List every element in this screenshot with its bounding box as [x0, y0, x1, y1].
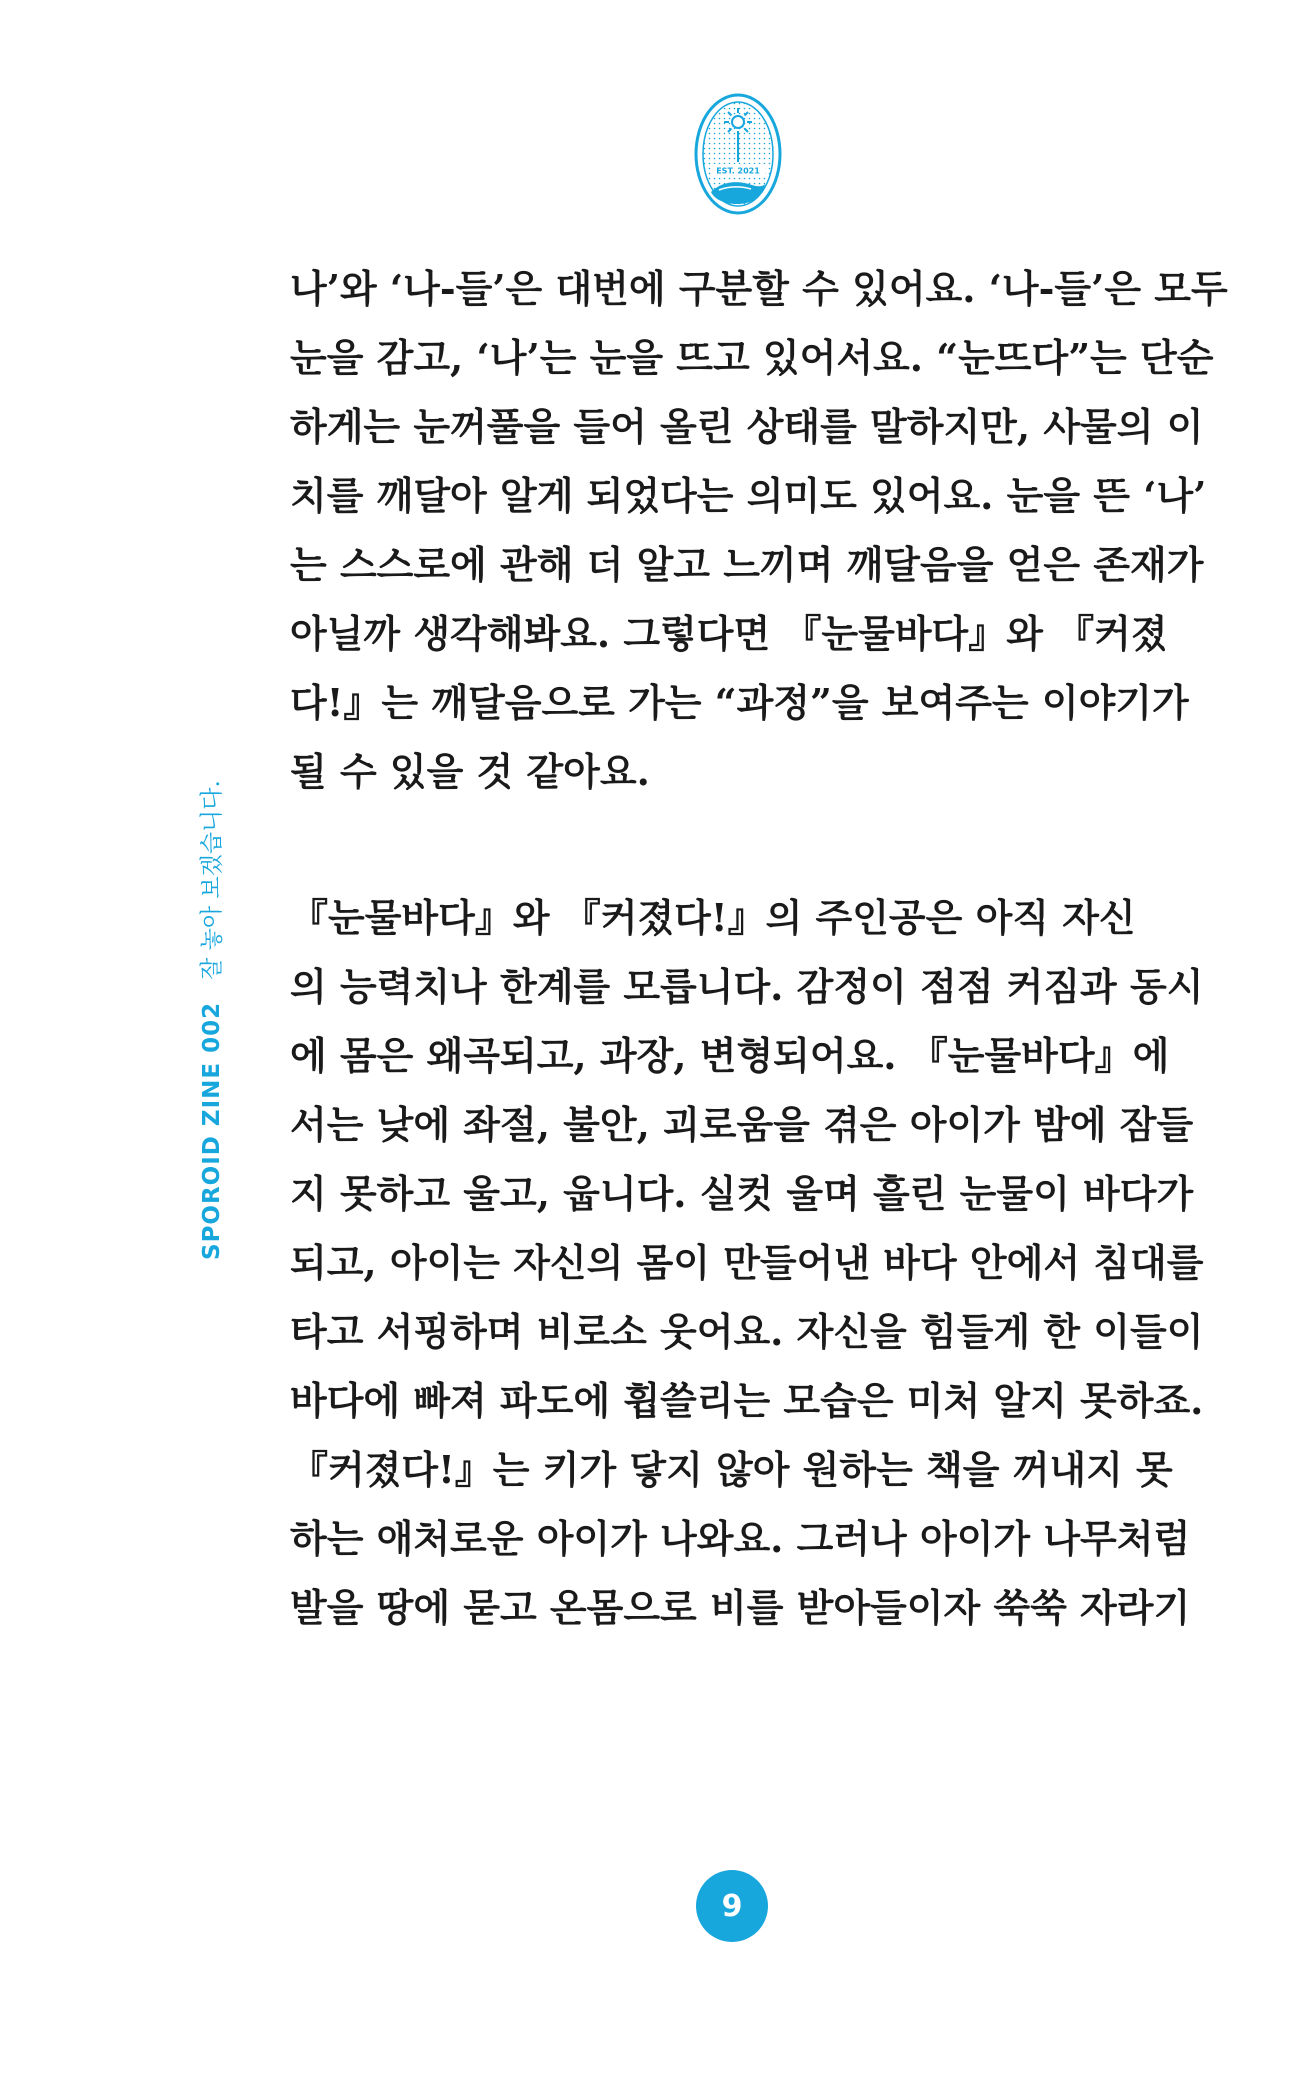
zine-title: SPOROID ZINE 002: [199, 1001, 225, 1260]
text-line: 되고, 아이는 자신의 몸이 만들어낸 바다 안에서 침대를: [290, 1240, 1204, 1285]
text-line: 『눈물바다』와 『커졌다!』의 주인공은 아직 자신: [290, 895, 1136, 940]
text-line: 눈을 감고, ‘나’는 눈을 뜨고 있어서요. “눈뜨다”는 단순: [290, 335, 1214, 380]
text-line: 하게는 눈꺼풀을 들어 올린 상태를 말하지만, 사물의 이: [290, 404, 1204, 449]
text-line: 아닐까 생각해봐요. 그렇다면 『눈물바다』와 『커졌: [290, 611, 1168, 656]
text-line: 다!』는 깨달음으로 가는 “과정”을 보여주는 이야기가: [290, 680, 1189, 725]
page-number-badge: 9: [696, 1870, 768, 1942]
text-line: 는 스스로에 관해 더 알고 느끼며 깨달음을 얻은 존재가: [290, 542, 1204, 587]
text-line: 바다에 빠져 파도에 휩쓸리는 모습은 미처 알지 못하죠.: [290, 1378, 1204, 1423]
sidebar-caption: [198, 780, 226, 1260]
text-line: 지 못하고 울고, 웁니다. 실컷 울며 흘린 눈물이 바다가: [290, 1171, 1194, 1216]
logo-emblem: [693, 92, 783, 216]
text-line: 발을 땅에 묻고 온몸으로 비를 받아들이자 쑥쑥 자라기: [290, 1585, 1191, 1630]
paragraph-2: [290, 883, 1204, 1642]
text-line: 에 몸은 왜곡되고, 과장, 변형되어요. 『눈물바다』에: [290, 1033, 1170, 1078]
text-line: 타고 서핑하며 비로소 웃어요. 자신을 힘들게 한 이들이: [290, 1309, 1204, 1354]
text-line: 『커졌다!』는 키가 닿지 않아 원하는 책을 꺼내지 못: [290, 1447, 1173, 1492]
text-line: 하는 애처로운 아이가 나와요. 그러나 아이가 나무처럼: [290, 1516, 1191, 1561]
logo-year: EST. 2021: [716, 166, 760, 176]
paragraph-1: [290, 254, 1228, 806]
text-line: 될 수 있을 것 같아요.: [290, 749, 650, 794]
text-line: 의 능력치나 한계를 모릅니다. 감정이 점점 커짐과 동시: [290, 964, 1204, 1009]
text-line: 서는 낮에 좌절, 불안, 괴로움을 겪은 아이가 밤에 잠들: [290, 1102, 1194, 1147]
zine-slogan: 잘 놓아 보겠습니다.: [199, 780, 225, 980]
text-line: 나’와 ‘나-들’은 대번에 구분할 수 있어요. ‘나-들’은 모두: [290, 266, 1228, 311]
text-line: 치를 깨달아 알게 되었다는 의미도 있어요. 눈을 뜬 ‘나’: [290, 473, 1207, 518]
